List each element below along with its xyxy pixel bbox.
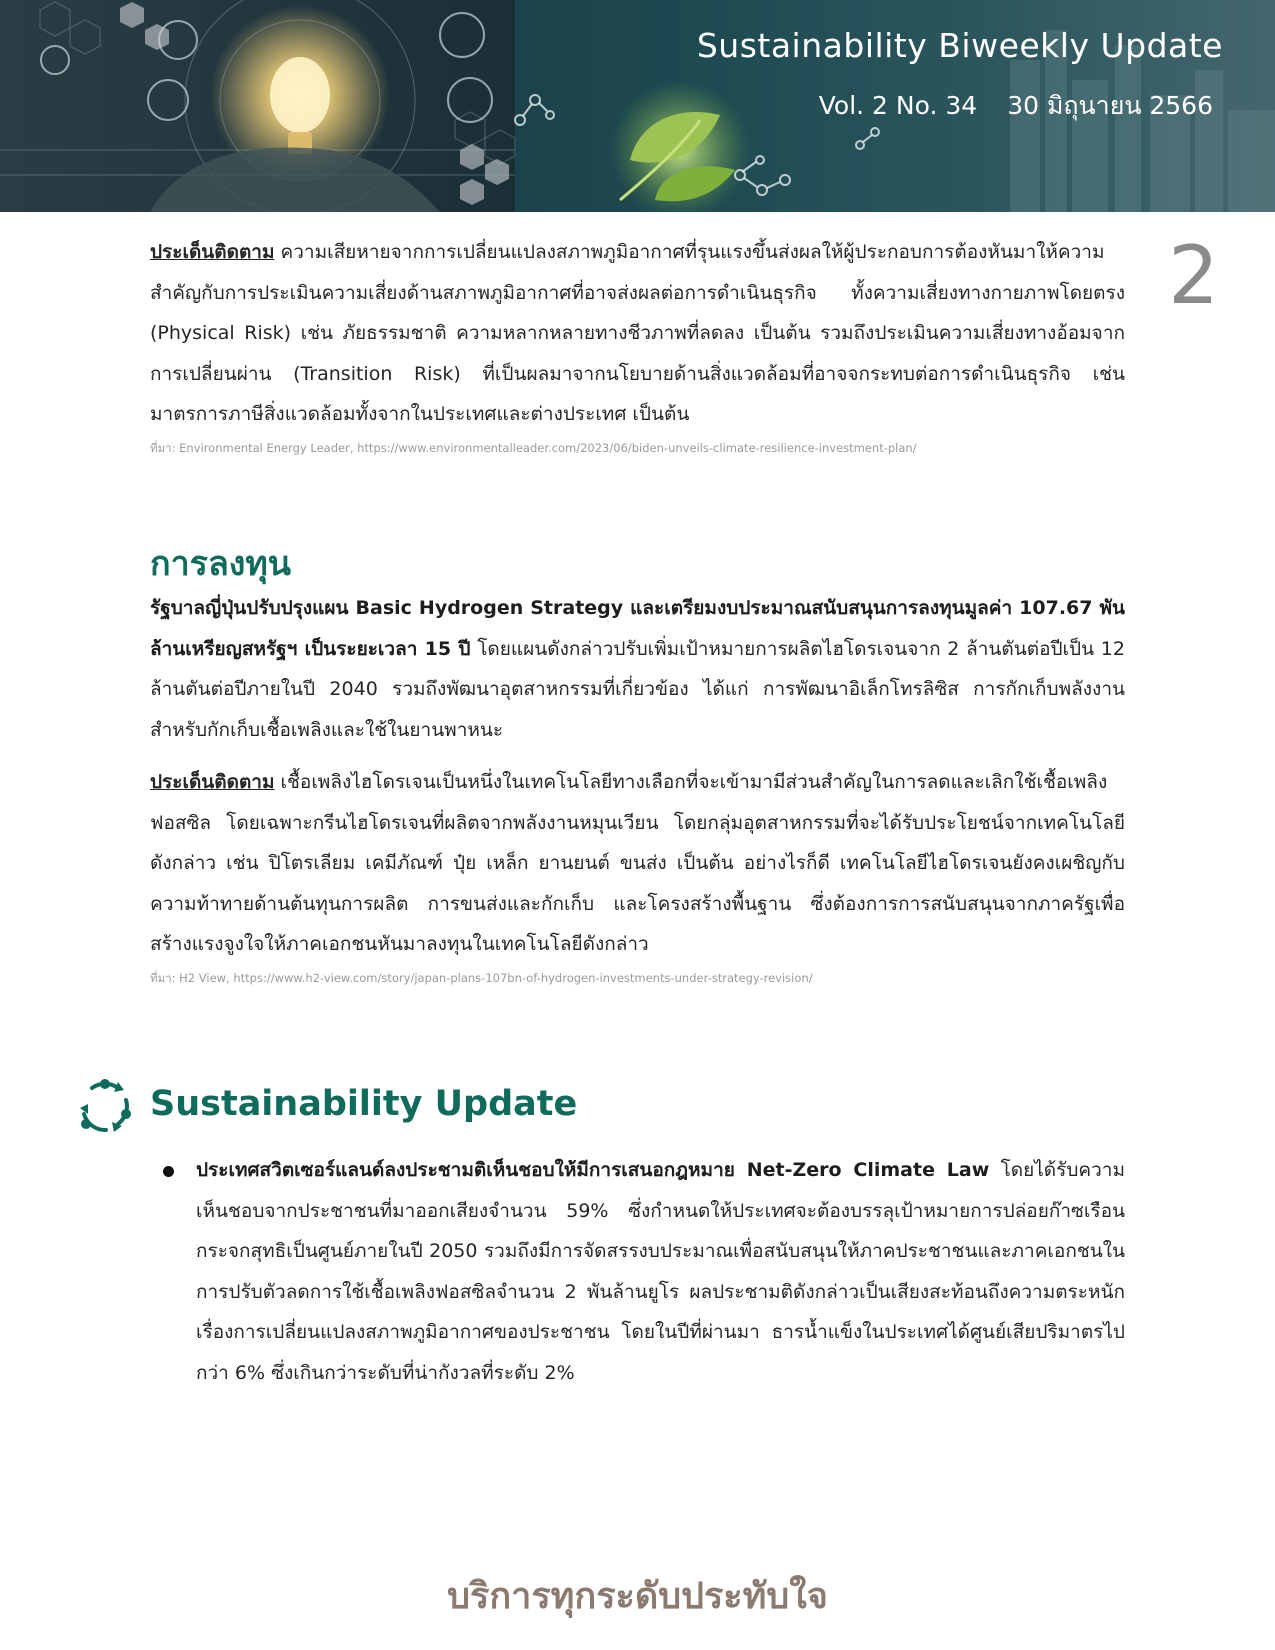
hydrogen-strategy-headline: รัฐบาลญี่ปุ่นปรับปรุงแผน Basic Hydrogen Strategy และเตรียมงบประมาณสนับสนุนการลงทุนมูลค่า 107.67 พันล้านเหรียญสหรัฐฯ เป็นระยะเวลา 15 ปี [150, 597, 1125, 660]
sustainability-update-heading: Sustainability Update [150, 1084, 578, 1124]
lightbulb-icon [270, 57, 330, 133]
issue-date: 30 มิถุนายน 2566 [1007, 91, 1213, 120]
watch-label: ประเด็นติดตาม [150, 771, 275, 793]
climate-risk-text: ความเสียหายจากการเปลี่ยนแปลงสภาพภูมิอากาศที่รุนแรงขึ้นส่งผลให้ผู้ประกอบการต้องหันมาให้ความสำคัญกับการประเมินความเสี่ยงด้านสภาพภูมิอากาศที่อาจส่งผลต่อการดำเนินธุรกิจ ทั้งความเสี่ยงทางกายภาพโดยตรง (Physical Risk) เช่น ภัยธรรมชาติ ความหลากหลายทางชีวภาพที่ลดลง เป็นต้น รวมถึงประเมินความเสี่ยงทางอ้อมจากการเปลี่ยนผ่าน (Transition Risk) ที่เป็นผลมาจากนโยบายด้านสิ่งแวดล้อมที่อาจจกระทบต่อการดำเนินธุรกิจ เช่น มาตรการภาษีสิ่งแวดล้อมทั้งจากในประเทศและต่างประเทศ เป็นต้น [150, 241, 1125, 425]
source-citation: ที่มา: H2 View, https://www.h2-view.com/story/japan-plans-107bn-of-hydrogen-investments-under-strategy-revision/ [150, 970, 813, 985]
hydrogen-strategy-paragraph [150, 588, 1125, 750]
swiss-climate-law-headline: ประเทศสวิตเซอร์แลนด์ลงประชามติเห็นชอบให้มีการเสนอกฎหมาย Net-Zero Climate Law [196, 1159, 990, 1181]
sustainability-update-list [196, 1150, 1125, 1393]
issue-info [819, 86, 1213, 126]
bullet-icon [163, 1166, 174, 1177]
page-number: 2 [1168, 229, 1219, 322]
hydrogen-strategy-text: โดยแผนดังกล่าวปรับเพิ่มเป้าหมายการผลิตไฮโดรเจนจาก 2 ล้านตันต่อปีเป็น 12 ล้านตันต่อปีภายในปี 2040 รวมถึงพัฒนาอุตสาหกรรมที่เกี่ยวข้อง ได้แก่ การพัฒนาอิเล็กโทรลิซิส การกักเก็บพลังงานสำหรับกักเก็บเชื้อเพลิงและใช้ในยานพาหนะ [150, 637, 1125, 741]
volume-number: Vol. 2 No. 34 [818, 91, 978, 120]
footer-slogan: บริการทุกระดับประทับใจ [447, 1576, 828, 1617]
publication-title: Sustainability Biweekly Update [696, 26, 1223, 65]
climate-risk-section [150, 232, 1125, 457]
swiss-climate-law-paragraph [196, 1150, 1125, 1393]
hydrogen-watch-paragraph [150, 762, 1125, 965]
watch-label: ประเด็นติดตาม [150, 241, 275, 263]
investment-heading: การลงทุน [150, 544, 292, 584]
hydrogen-watch-text: เชื้อเพลิงไฮโดรเจนเป็นหนึ่งในเทคโนโลยีทางเลือกที่จะเข้ามามีส่วนสำคัญในการลดและเลิกใช้เชื้อเพลิงฟอสซิล โดยเฉพาะกรีนไฮโดรเจนที่ผลิตจากพลังงานหมุนเวียน โดยกลุ่มอุตสาหกรรมที่จะได้รับประโยชน์จากเทคโนโลยีดังกล่าว เช่น ปิโตรเลียม เคมีภัณฑ์ ปุ๋ย เหล็ก ยานยนต์ ขนส่ง เป็นต้น อย่างไรก็ดี เทคโนโลยีไฮโดรเจนยังคงเผชิญกับความท้าทายด้านต้นทุนการผลิต การขนส่งและกักเก็บ และโครงสร้างพื้นฐาน ซึ่งต้องการการสนับสนุนจากภาครัฐเพื่อสร้างแรงจูงใจให้ภาคเอกชนหันมาลงทุนในเทคโนโลยีดังกล่าว [150, 771, 1125, 955]
sustainability-update-header [78, 1078, 678, 1134]
source-citation: ที่มา: Environmental Energy Leader, https://www.environmentalleader.com/2023/06/biden-unveils-climate-resilience-investment-plan/ [150, 440, 917, 455]
list-item [196, 1150, 1125, 1393]
header-banner [0, 0, 1275, 212]
investment-section [150, 542, 1125, 987]
recycle-cycle-icon [78, 1078, 132, 1134]
swiss-climate-law-text: โดยได้รับความเห็นชอบจากประชาชนที่มาออกเสียงจำนวน 59% ซึ่งกำหนดให้ประเทศจะต้องบรรลุเป้าหมายการปล่อยก๊าซเรือนกระจกสุทธิเป็นศูนย์ภายในปี 2050 รวมถึงมีการจัดสรรงบประมาณเพื่อสนับสนุนให้ภาคประชาชนและภาคเอกชนในการปรับตัวลดการใช้เชื้อเพลิงฟอสซิลจำนวน 2 พันล้านยูโร ผลประชามติดังกล่าวเป็นเสียงสะท้อนถึงความตระหนักเรื่องการเปลี่ยนแปลงสภาพภูมิอากาศของประชาชน โดยในปีที่ผ่านมา ธารน้ำแข็งในประเทศได้ศูนย์เสียปริมาตรไปกว่า 6% ซึ่งเกินกว่าระดับที่น่ากังวลที่ระดับ 2% [196, 1159, 1125, 1384]
climate-risk-paragraph [150, 232, 1125, 435]
